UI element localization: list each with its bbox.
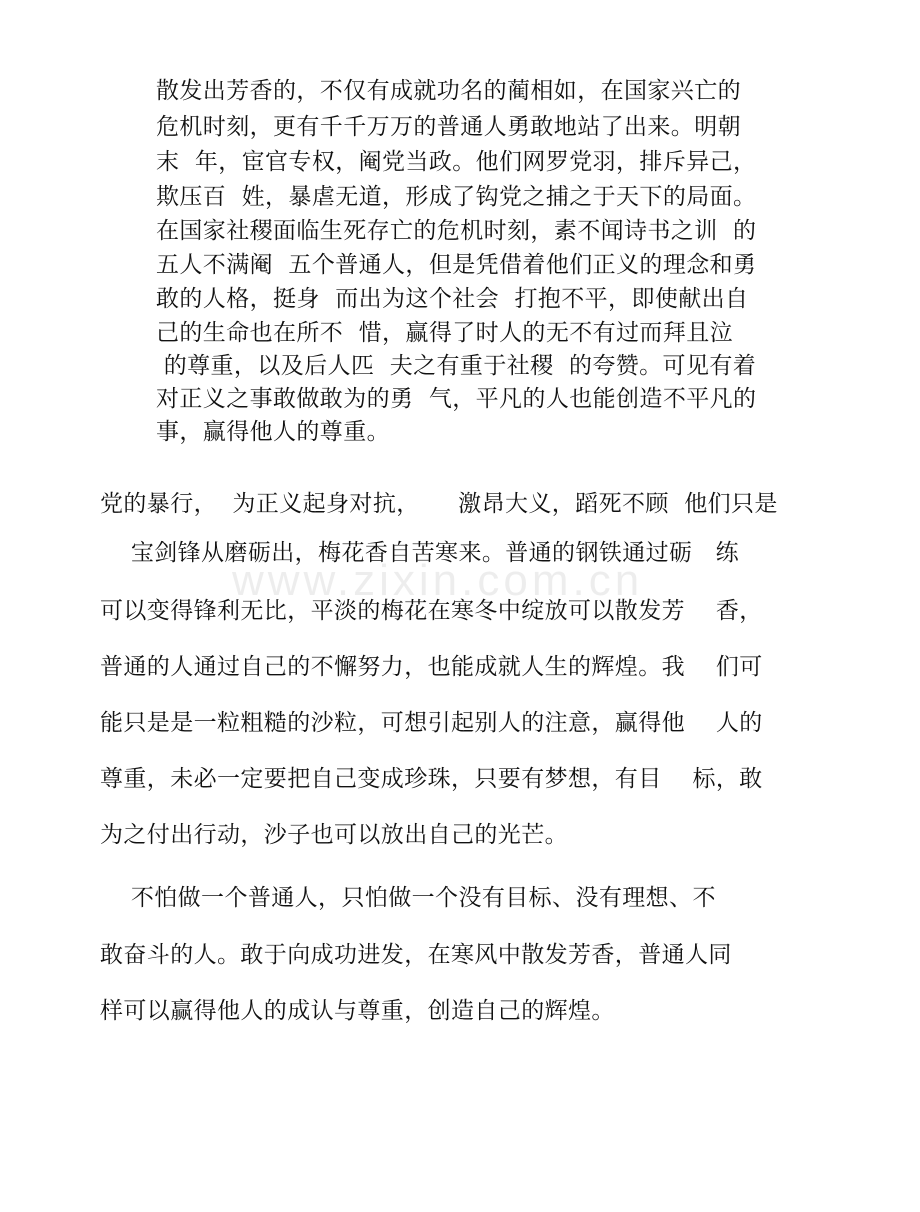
stray-text-line: 党的暴行， 为正义起身对抗， 激昂大义，蹈死不顾 他们只是 [100, 491, 778, 517]
text-line: 欺压百 姓，暴虐无道，形成了钩党之捕之于天下的局面。 [156, 184, 757, 210]
text-line: 宝剑锋从磨砺出，梅花香自苦寒来。普通的钢铁通过砺 练 [100, 540, 739, 566]
text-line: 敢奋斗的人。敢于向成功进发，在寒风中散发芳香，普通人同 [100, 942, 732, 968]
text-line: 五人不满阉 五个普通人，但是凭借着他们正义的理念和勇 [156, 252, 757, 278]
text-line: 散发出芳香的，不仅有成就功名的蔺相如，在国家兴亡的 [156, 78, 741, 104]
text-line: 事，赢得他人的尊重。 [156, 419, 390, 445]
text-line: 尊重，未必一定要把自己变成珍珠，只要有梦想，有目 标，敢 [100, 766, 763, 792]
text-line: 普通的人通过自己的不懈努力，也能成就人生的辉煌。我 们可 [100, 654, 763, 680]
text-line: 在国家社稷面临生死存亡的危机时刻，素不闻诗书之训 的 [156, 218, 757, 244]
text-line: 危机时刻，更有千千万万的普通人勇敢地站了出来。明朝 [156, 114, 741, 140]
text-line: 末 年，宦官专权，阉党当政。他们网罗党羽，排斥异己， [156, 149, 757, 175]
text-line: 可以变得锋利无比，平淡的梅花在寒冬中绽放可以散发芳 香， [100, 598, 763, 624]
text-line: 不怕做一个普通人，只怕做一个没有目标、没有理想、不 [100, 885, 716, 911]
text-line: 敢的人格，挺身 而出为这个社会 打抱不平，即使献出自 [156, 286, 749, 312]
text-line: 己的生命也在所不 惜，赢得了时人的无不有过而拜且泣 [156, 320, 734, 346]
text-line: 样可以赢得他人的成认与尊重，创造自己的辉煌。 [100, 998, 615, 1024]
text-line: 为之付出行动，沙子也可以放出自己的光芒。 [100, 822, 568, 848]
text-line: 能只是是一粒粗糙的沙粒，可想引起别人的注意，赢得他 人的 [100, 710, 763, 736]
text-line: 对正义之事敢做敢为的勇 气，平凡的人也能创造不平凡的 [156, 386, 757, 412]
watermark: www.zixin.com.cn [232, 556, 644, 605]
text-line: 的尊重，以及后人匹 夫之有重于社稷 的夸赞。可见有着 [156, 353, 757, 379]
